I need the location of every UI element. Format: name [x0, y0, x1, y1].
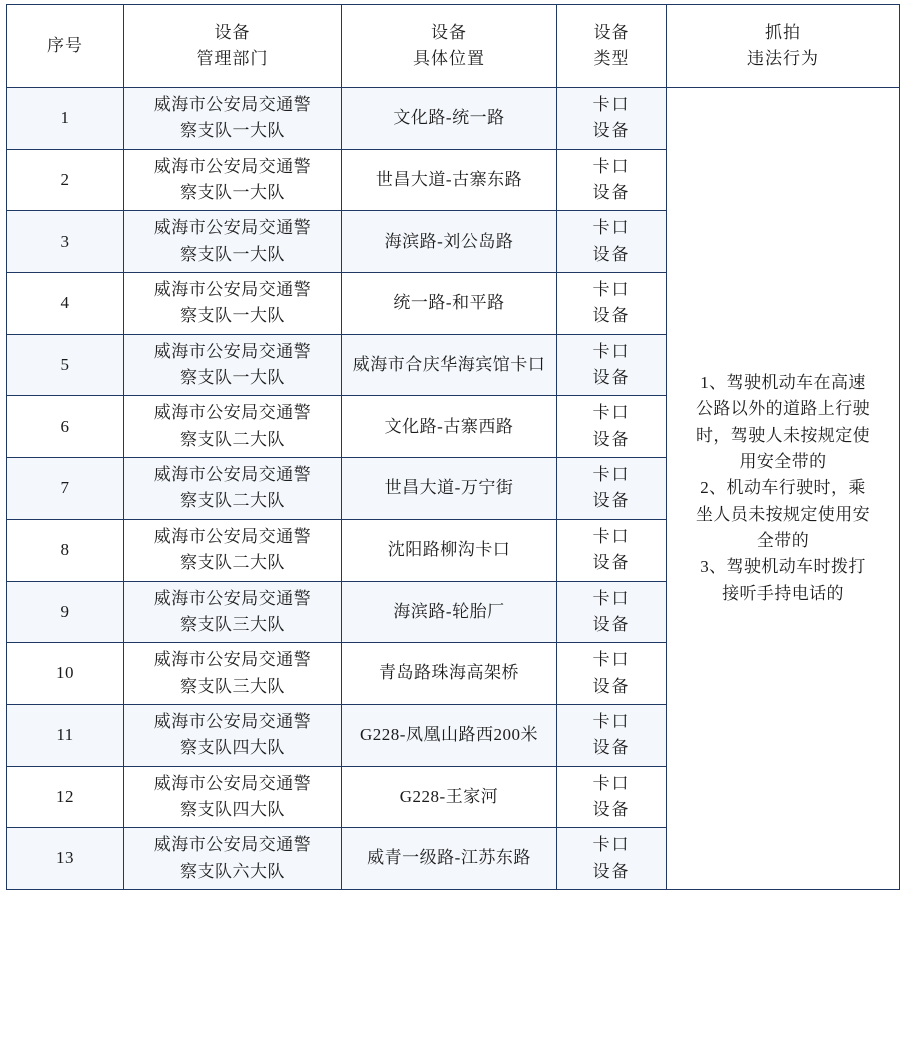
- column-header-behaviour: [667, 5, 900, 88]
- cell-type: [557, 88, 667, 150]
- cell-type-line2: 设备: [592, 183, 631, 203]
- cell-type: [557, 211, 667, 273]
- cell-behaviour-list: [667, 88, 900, 890]
- cell-type: [557, 149, 667, 211]
- behaviour-line: 时，驾驶人未按规定使: [696, 425, 870, 445]
- cell-type-line2: 设备: [592, 738, 631, 758]
- column-header-location-line1: 设备: [431, 22, 467, 42]
- cell-department-line1: 威海市公安局交通警: [153, 156, 312, 176]
- cell-type-line1: 卡口: [592, 95, 631, 114]
- cell-type-line2: 设备: [592, 121, 631, 141]
- cell-department-line2: 察支队一大队: [180, 244, 285, 264]
- column-header-behaviour-line2: 违法行为: [747, 49, 819, 68]
- cell-location: 沈阳路柳沟卡口: [342, 519, 557, 581]
- cell-department-line1: 威海市公安局交通警: [153, 650, 312, 670]
- cell-type-line1: 卡口: [592, 218, 631, 238]
- cell-type-line1: 卡口: [592, 835, 631, 855]
- column-header-department: [124, 5, 342, 88]
- table-header-row: [7, 5, 900, 88]
- cell-type-line2: 设备: [592, 553, 631, 573]
- cell-location: 威海市合庆华海宾馆卡口: [342, 334, 557, 396]
- cell-type-line2: 设备: [592, 429, 631, 449]
- cell-type-line2: 设备: [592, 614, 631, 634]
- cell-department-line1: 威海市公安局交通警: [153, 95, 312, 114]
- cell-type-line1: 卡口: [592, 403, 631, 423]
- cell-department-line2: 察支队一大队: [180, 368, 285, 388]
- traffic-device-table: [6, 4, 900, 890]
- cell-department-line1: 威海市公安局交通警: [153, 773, 312, 793]
- column-header-index-line1: 序号: [47, 35, 83, 55]
- cell-department: [124, 704, 342, 766]
- cell-department-line1: 威海市公安局交通警: [153, 588, 312, 608]
- behaviour-line: 全带的: [756, 530, 810, 550]
- cell-type-line2: 设备: [592, 306, 631, 326]
- column-header-type: [557, 5, 667, 88]
- cell-location: 青岛路珠海高架桥: [342, 643, 557, 705]
- cell-index: 11: [7, 704, 124, 766]
- cell-type: [557, 396, 667, 458]
- cell-department: [124, 766, 342, 828]
- cell-department: [124, 458, 342, 520]
- cell-location: 统一路-和平路: [342, 273, 557, 335]
- cell-index: 7: [7, 458, 124, 520]
- column-header-location: [342, 5, 557, 88]
- behaviour-line: 3、驾驶机动车时拨打: [700, 557, 866, 577]
- column-header-department-line1: 设备: [214, 22, 251, 42]
- behaviour-line: 公路以外的道路上行驶: [696, 399, 870, 419]
- cell-type-line1: 卡口: [592, 156, 631, 176]
- cell-department: [124, 334, 342, 396]
- cell-location: 海滨路-刘公岛路: [342, 211, 557, 273]
- cell-type: [557, 458, 667, 520]
- cell-department-line2: 察支队一大队: [180, 183, 285, 203]
- cell-location: 文化路-古寨西路: [342, 396, 557, 458]
- cell-department-line2: 察支队一大队: [180, 306, 285, 326]
- behaviour-line: 2、机动车行驶时，乘: [700, 478, 866, 498]
- cell-index: 1: [7, 88, 124, 150]
- cell-location: 文化路-统一路: [342, 88, 557, 150]
- cell-department-line2: 察支队四大队: [180, 799, 285, 819]
- cell-type-line2: 设备: [592, 491, 631, 511]
- cell-department: [124, 149, 342, 211]
- cell-department: [124, 581, 342, 643]
- cell-type: [557, 766, 667, 828]
- behaviour-line: 1、驾驶机动车在高速: [700, 372, 866, 392]
- cell-department: [124, 88, 342, 150]
- cell-location: G228-王家河: [342, 766, 557, 828]
- cell-type-line2: 设备: [592, 799, 631, 819]
- cell-index: 4: [7, 273, 124, 335]
- cell-type-line2: 设备: [592, 368, 631, 388]
- table-header: [7, 5, 900, 88]
- cell-department-line2: 察支队二大队: [180, 429, 285, 449]
- cell-type: [557, 519, 667, 581]
- cell-department: [124, 519, 342, 581]
- cell-department: [124, 273, 342, 335]
- cell-department: [124, 828, 342, 890]
- cell-type-line2: 设备: [592, 861, 631, 881]
- cell-type-line2: 设备: [592, 676, 631, 696]
- cell-department-line2: 察支队四大队: [180, 738, 285, 758]
- cell-index: 6: [7, 396, 124, 458]
- cell-department-line2: 察支队三大队: [180, 676, 285, 696]
- cell-type: [557, 334, 667, 396]
- column-header-index: [7, 5, 124, 88]
- cell-index: 9: [7, 581, 124, 643]
- cell-location: G228-凤凰山路西200米: [342, 704, 557, 766]
- cell-department-line2: 察支队一大队: [180, 121, 285, 141]
- cell-index: 10: [7, 643, 124, 705]
- cell-type-line1: 卡口: [592, 280, 631, 300]
- behaviour-line: 坐人员未按规定使用安: [696, 504, 870, 524]
- column-header-type-line1: 设备: [593, 22, 630, 42]
- cell-type-line1: 卡口: [592, 526, 631, 546]
- cell-type-line2: 设备: [592, 244, 631, 264]
- cell-department-line1: 威海市公安局交通警: [153, 465, 312, 485]
- behaviour-line: 接听手持电话的: [722, 583, 844, 603]
- cell-department-line2: 察支队二大队: [180, 491, 285, 511]
- cell-type-line1: 卡口: [592, 711, 631, 731]
- table-body: [7, 88, 900, 890]
- cell-department-line1: 威海市公安局交通警: [153, 711, 312, 731]
- cell-type-line1: 卡口: [592, 465, 631, 485]
- cell-type-line1: 卡口: [592, 773, 631, 793]
- cell-index: 5: [7, 334, 124, 396]
- cell-type: [557, 704, 667, 766]
- column-header-type-line2: 类型: [593, 49, 630, 68]
- cell-department-line1: 威海市公安局交通警: [153, 280, 312, 300]
- cell-type-line1: 卡口: [592, 588, 631, 608]
- cell-department: [124, 211, 342, 273]
- cell-type: [557, 581, 667, 643]
- cell-department-line1: 威海市公安局交通警: [153, 526, 312, 546]
- column-header-behaviour-line1: 抓拍: [765, 22, 801, 42]
- cell-index: 12: [7, 766, 124, 828]
- cell-index: 2: [7, 149, 124, 211]
- cell-department-line2: 察支队三大队: [180, 614, 285, 634]
- cell-type-line1: 卡口: [592, 341, 631, 361]
- cell-department: [124, 643, 342, 705]
- cell-location: 海滨路-轮胎厂: [342, 581, 557, 643]
- table-row: [7, 88, 900, 150]
- cell-department: [124, 396, 342, 458]
- column-header-department-line2: 管理部门: [196, 49, 269, 68]
- cell-department-line1: 威海市公安局交通警: [153, 403, 312, 423]
- cell-department-line1: 威海市公安局交通警: [153, 341, 312, 361]
- cell-type: [557, 643, 667, 705]
- cell-location: 世昌大道-万宁街: [342, 458, 557, 520]
- cell-department-line2: 察支队六大队: [180, 861, 285, 881]
- behaviour-line: 用安全带的: [739, 451, 827, 471]
- cell-department-line1: 威海市公安局交通警: [153, 835, 312, 855]
- cell-type-line1: 卡口: [592, 650, 631, 670]
- cell-location: 威青一级路-江苏东路: [342, 828, 557, 890]
- cell-location: 世昌大道-古寨东路: [342, 149, 557, 211]
- cell-index: 13: [7, 828, 124, 890]
- cell-type: [557, 273, 667, 335]
- cell-index: 8: [7, 519, 124, 581]
- cell-index: 3: [7, 211, 124, 273]
- cell-department-line1: 威海市公安局交通警: [153, 218, 312, 238]
- cell-department-line2: 察支队二大队: [180, 553, 285, 573]
- cell-type: [557, 828, 667, 890]
- column-header-location-line2: 具体位置: [413, 49, 485, 68]
